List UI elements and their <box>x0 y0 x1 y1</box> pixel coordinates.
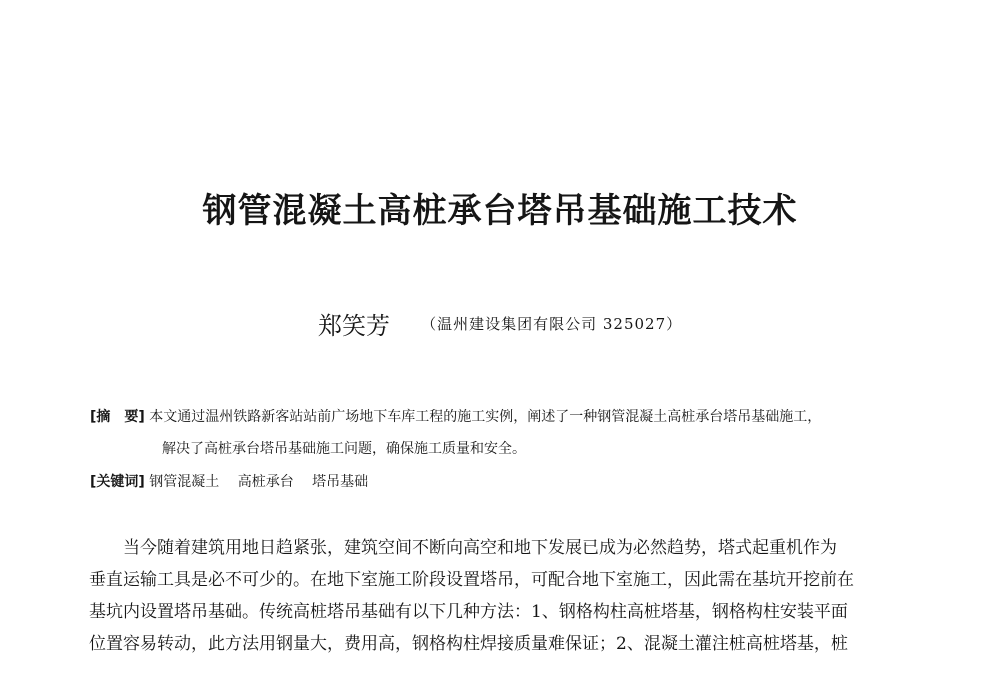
body-line: 基坑内设置塔吊基础。传统高桩塔吊基础有以下几种方法：1、钢格构柱高桩塔基，钢格构柱安装平面 <box>89 602 848 622</box>
abstract <box>90 401 930 465</box>
author-affiliation: （温州建设集团有限公司 325027） <box>421 315 683 333</box>
keywords <box>90 466 382 498</box>
keyword: 钢管混凝土 <box>149 474 220 490</box>
abstract-text-2: 解决了高桩承台塔吊基础施工问题，确保施工质量和安全。 <box>162 441 526 457</box>
body-line: 垂直运输工具是必不可少的。在地下室施工阶段设置塔吊，可配合地下室施工，因此需在基坑开挖前在 <box>89 570 854 590</box>
paper-title: 钢管混凝土高桩承台塔吊基础施工技术 <box>202 191 798 231</box>
keywords-label: [关键词] <box>90 474 145 490</box>
abstract-row-1 <box>90 401 930 433</box>
author-name: 郑笑芳 <box>318 312 390 340</box>
keyword: 高桩承台 <box>237 474 294 490</box>
body-text <box>89 532 909 660</box>
body-line: 当今随着建筑用地日趋紧张，建筑空间不断向高空和地下发展已成为必然趋势，塔式起重机作为 <box>89 538 837 558</box>
keyword: 塔吊基础 <box>312 474 369 490</box>
abstract-row-2 <box>90 433 930 465</box>
author-line <box>318 306 682 340</box>
abstract-text-1: 本文通过温州铁路新客站站前广场地下车库工程的施工实例，阐述了一种钢管混凝土高桩承台塔吊基础施工， <box>149 409 822 425</box>
body-line: 位置容易转动，此方法用钢量大，费用高，钢格构柱焊接质量难保证；2、混凝土灌注桩高桩塔基，桩 <box>89 634 848 654</box>
abstract-label: [摘 要] <box>90 409 145 425</box>
